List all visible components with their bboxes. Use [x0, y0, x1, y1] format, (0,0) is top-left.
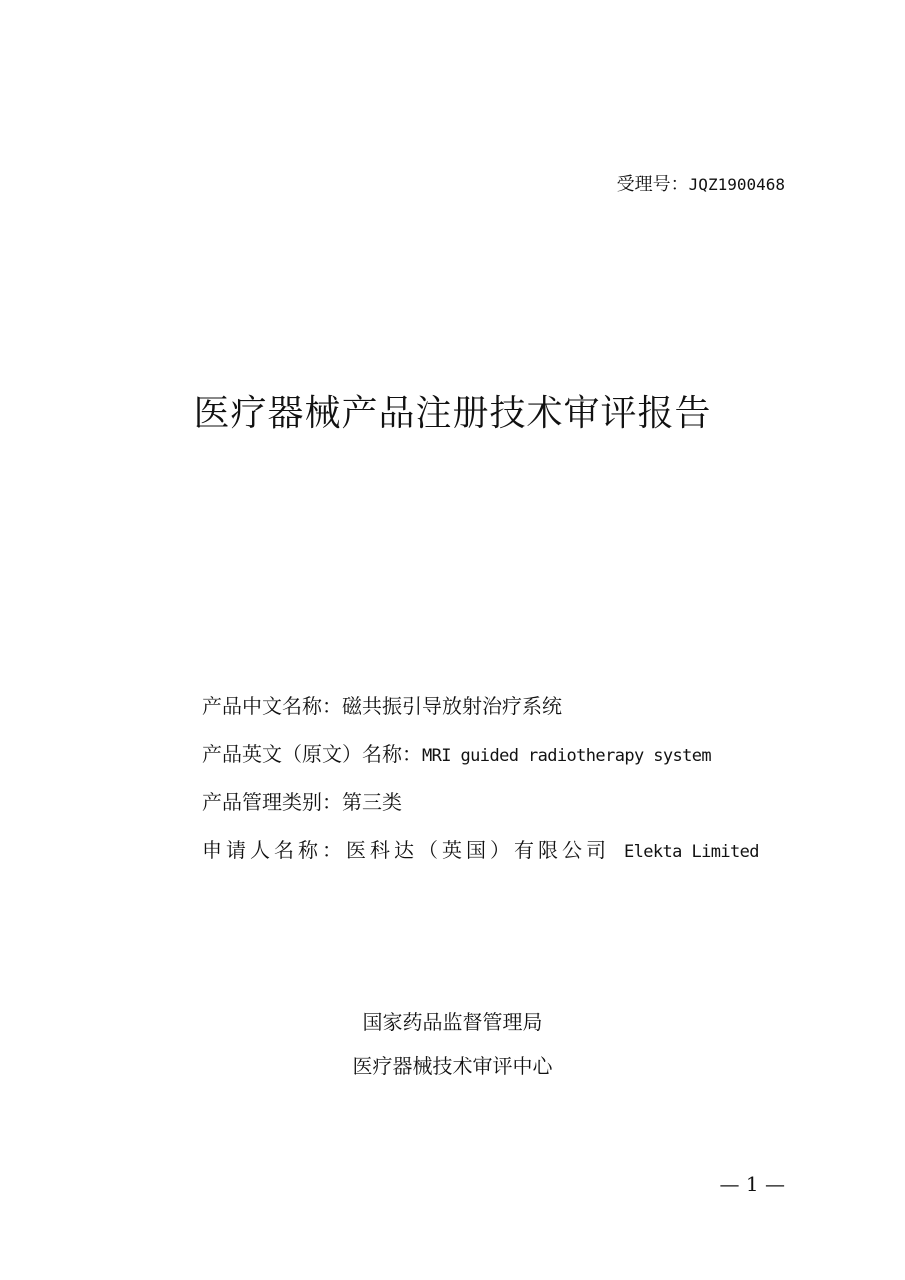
applicant-label: 申请人名称： [202, 838, 346, 862]
product-category-label: 产品管理类别： [202, 790, 342, 814]
acceptance-label: 受理号： [616, 174, 689, 195]
product-category-line [202, 786, 802, 815]
report-title: 医疗器械产品注册技术审评报告 [193, 393, 712, 434]
product-category-value: 第三类 [342, 790, 402, 814]
applicant-line [202, 834, 802, 863]
applicant-value-en: Elekta Limited [624, 842, 759, 862]
acceptance-number-line [617, 170, 785, 196]
product-cn-name-line [202, 690, 802, 719]
acceptance-number: JQZ1900468 [688, 175, 785, 194]
product-cn-name-value: 磁共振引导放射治疗系统 [342, 694, 562, 718]
page-number: — 1 — [719, 1172, 785, 1196]
product-en-name-label: 产品英文（原文）名称： [202, 742, 422, 766]
product-cn-name-label: 产品中文名称： [202, 694, 342, 718]
organization-line-1: 国家药品监督管理局 [362, 1010, 543, 1034]
organization-line-2: 医疗器械技术审评中心 [352, 1054, 553, 1078]
applicant-value-cn: 医科达（英国）有限公司 [346, 838, 610, 862]
product-en-name-value: MRI guided radiotherapy system [422, 746, 712, 766]
product-en-name-line [202, 738, 802, 767]
